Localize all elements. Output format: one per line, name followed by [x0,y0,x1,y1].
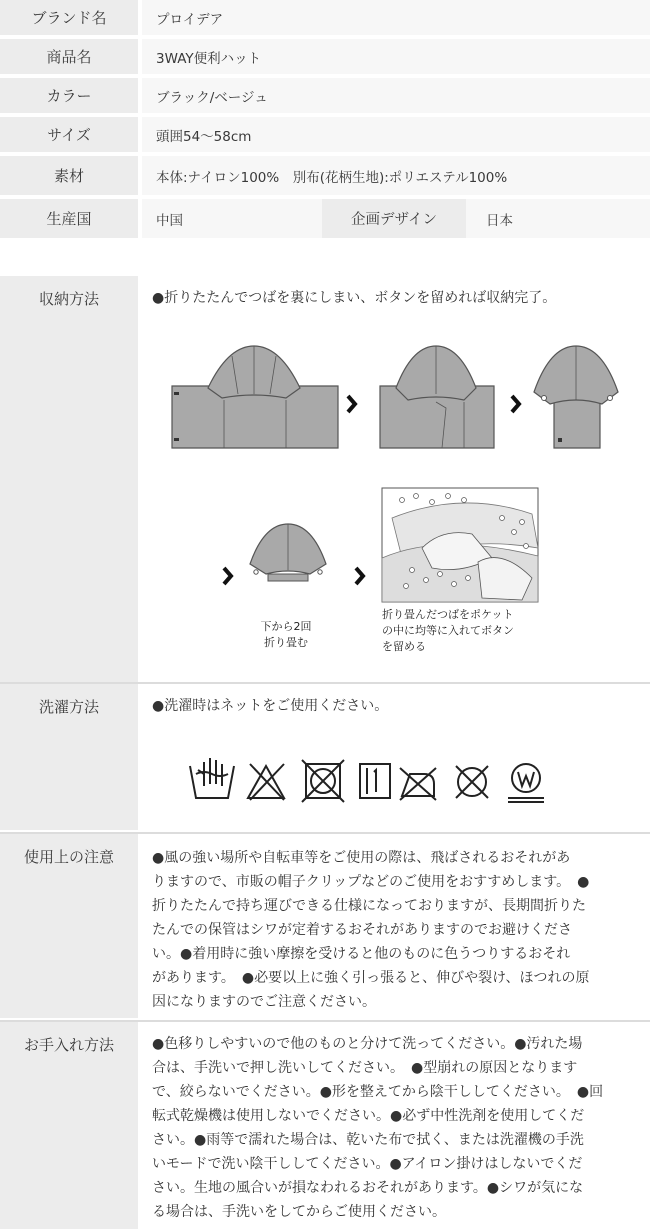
step4-caption-line2: 折り畳む [264,636,308,649]
size-label: サイズ [0,117,138,152]
origin-value: 中国 [142,199,322,238]
care-text [152,1032,642,1224]
brand-label: ブランド名 [0,0,138,35]
washing-text: ●洗濯時はネットをご使用ください。 [152,698,389,714]
material-value: 本体:ナイロン100% 別布(花柄生地):ポリエステル100% [142,156,650,195]
spec-row-color [0,78,650,113]
size-value: 頭囲54〜58cm [142,117,650,152]
product-value: 3WAY便利ハット [142,39,650,74]
caution-line: りますので、市販の帽子クリップなどのご使用をおすすめします。 ● [152,874,590,890]
no-bleach-icon [248,764,284,800]
washing-body [138,684,650,830]
caution-line: い。●着用時に強い摩擦を受けると他のものに色うつりするおそれ [152,946,571,962]
arrow-right-icon [356,568,363,584]
caution-label: 使用上の注意 [0,834,138,1018]
storage-intro: ●折りたたんでつばを裏にしまい、ボタンを留めれば収納完了。 [152,290,557,306]
no-iron-icon [400,768,436,800]
care-line: いモードで洗い陰干ししてください。●アイロン掛けはしないでくだ [152,1156,583,1172]
arrow-right-icon [224,568,231,584]
spec-row-material [0,156,650,195]
care-body [138,1022,650,1229]
step5-caption-line3: を留める [382,640,426,653]
caution-line: たんでの保管はシワが定着するおそれがありますのでお避けくださ [152,922,572,938]
care-label: お手入れ方法 [0,1022,138,1229]
arrow-right-icon [348,396,355,412]
care-line: さい。●雨等で濡れた場合は、乾いた布で拭く、または洗濯機の手洗 [152,1132,584,1148]
care-line: 合は、手洗いで押し洗いしてください。 ●型崩れの原因となります [152,1060,578,1076]
material-label: 素材 [0,156,138,195]
caution-section [0,834,650,1018]
origin-label: 生産国 [0,199,138,238]
step5-caption-line1: 折り畳んだつばをポケット [382,608,514,621]
step5-pocket-illustration [382,488,538,602]
care-line: る場合は、手洗いをしてからご使用ください。 [152,1204,446,1220]
spec-row-size [0,117,650,152]
spec-row-brand [0,0,650,35]
washing-section [0,684,650,830]
step3-hat [534,346,618,448]
arrow-right-icon [512,396,519,412]
color-label: カラー [0,78,138,113]
step5-caption-line2: の中に均等に入れてボタン [382,624,514,637]
care-line: 転式乾燥機は使用しないでください。●必ず中性洗剤を使用してくだ [152,1108,585,1124]
step4-caption-line1: 下から2回 [260,620,312,633]
care-symbols [138,684,650,830]
caution-text [152,846,642,1014]
caution-line: 折りたたんで持ち運びできる仕様になっておりますが、長期間折りた [152,898,586,914]
no-dry-clean-icon [456,766,488,798]
caution-line: ●風の強い場所や自転車等をご使用の際は、飛ばされるおそれがあ [152,850,571,866]
storage-body [138,276,650,682]
caution-body [138,834,650,1018]
wet-clean-icon [508,764,544,802]
line-dry-icon [360,764,390,798]
caution-line: 因になりますのでご注意ください。 [152,994,376,1010]
spec-row-product [0,39,650,74]
hand-wash-icon [190,758,234,798]
origin-split [142,199,650,238]
step2-hat [380,346,494,448]
color-value: ブラック/ベージュ [142,78,650,113]
caution-line: があります。 ●必要以上に強く引っ張ると、伸びや裂け、ほつれの原 [152,970,590,986]
step1-hat [172,346,338,448]
brand-value: プロイデア [142,0,650,35]
spec-row-origin [0,199,650,238]
storage-section [0,276,650,682]
washing-label: 洗濯方法 [0,684,138,830]
design-value: 日本 [466,199,650,238]
care-line: で、絞らないでください。●形を整えてから陰干ししてください。 ●回 [152,1084,604,1100]
no-tumble-dry-icon [302,760,344,802]
care-line: さい。生地の風合いが損なわれるおそれがあります。●シワが気にな [152,1180,584,1196]
care-section [0,1022,650,1229]
storage-illustration [138,276,650,682]
product-label: 商品名 [0,39,138,74]
design-label: 企画デザイン [322,199,466,238]
care-line: ●色移りしやすいので他のものと分けて洗ってください。●汚れた場 [152,1036,583,1052]
step4-hat [250,524,326,581]
storage-label: 収納方法 [0,276,138,682]
